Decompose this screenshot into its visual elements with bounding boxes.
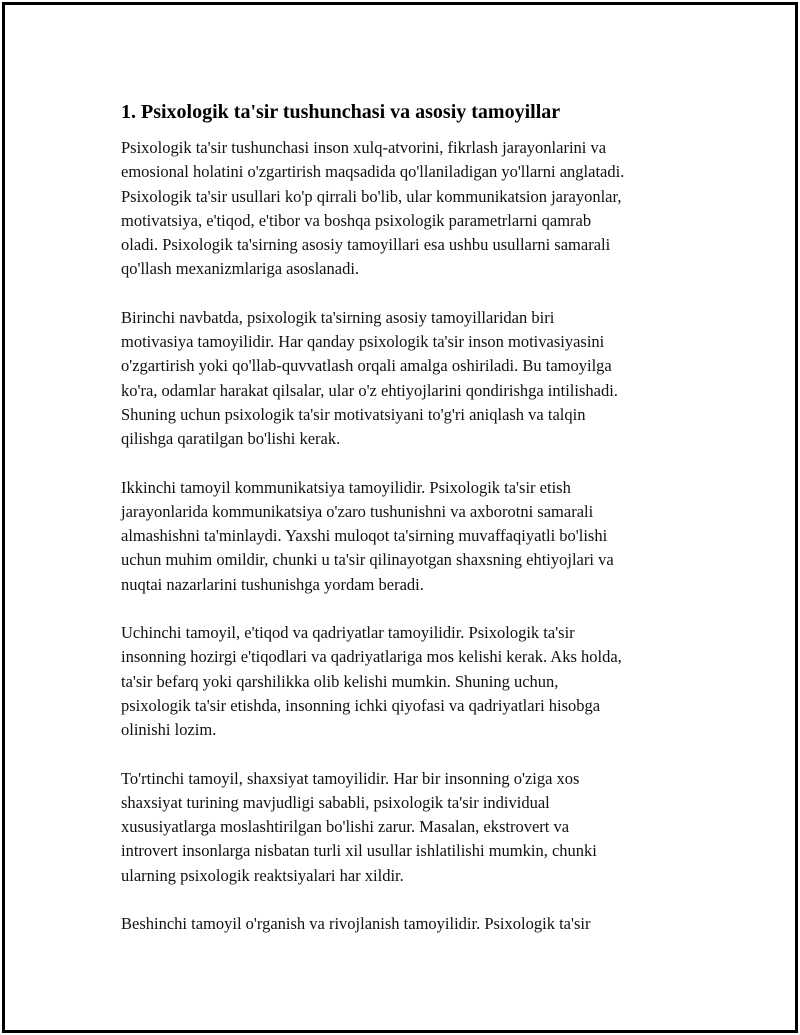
text-line: ko'ra, odamlar harakat qilsalar, ular o'z ehtiyojlarini qondirishga intilishadi. — [121, 380, 618, 400]
text-line: shaxsiyat turining mavjudligi sababli, psixologik ta'sir individual — [121, 792, 550, 812]
page-frame — [2, 2, 798, 1033]
text-line: Birinchi navbatda, psixologik ta'sirning asosiy tamoyillaridan biri — [121, 307, 555, 327]
text-line: nuqtai nazarlarini tushunishga yordam beradi. — [121, 574, 424, 594]
text-line: psixologik ta'sir etishda, insonning ichki qiyofasi va qadriyatlari hisobga — [121, 695, 601, 715]
text-line: Psixologik ta'sir usullari ko'p qirrali bo'lib, ular kommunikatsion jarayonlar, — [121, 186, 622, 206]
text-line: jarayonlarida kommunikatsiya o'zaro tushunishni va axborotni samarali — [121, 501, 594, 521]
paragraph-5 — [121, 767, 691, 888]
text-line: Ikkinchi tamoyil kommunikatsiya tamoyilidir. Psixologik ta'sir etish — [121, 477, 571, 497]
text-line: emosional holatini o'zgartirish maqsadida qo'llaniladigan yo'llarni anglatadi. — [121, 162, 625, 182]
text-line: qilishga qaratilgan bo'lishi kerak. — [121, 429, 341, 449]
text-line: o'zgartirish yoki qo'llab-quvvatlash orqali amalga oshiriladi. Bu tamoyilga — [121, 356, 612, 376]
text-line: Shuning uchun psixologik ta'sir motivatsiyani to'g'ri aniqlash va talqin — [121, 404, 586, 424]
paragraph-6 — [121, 912, 691, 936]
text-line: ularning psixologik reaktsiyalari har xildir. — [121, 865, 404, 885]
text-line: oladi. Psixologik ta'sirning asosiy tamoyillari esa ushbu usullarni samarali — [121, 235, 611, 255]
text-line: introvert insonlarga nisbatan turli xil usullar ishlatilishi mumkin, chunki — [121, 841, 597, 861]
paragraph-1 — [121, 136, 691, 282]
text-line: Psixologik ta'sir tushunchasi inson xulq-atvorini, fikrlash jarayonlarini va — [121, 138, 607, 157]
text-line: olinishi lozim. — [121, 720, 217, 740]
paragraph-3 — [121, 476, 691, 597]
paragraph-2 — [121, 306, 691, 452]
text-line: insonning hozirgi e'tiqodlari va qadriyatlariga mos kelishi kerak. Aks holda, — [121, 647, 622, 667]
text-line: motivasiya tamoyilidir. Har qanday psixologik ta'sir inson motivasiyasini — [121, 332, 605, 352]
paragraph-4 — [121, 621, 691, 742]
text-line: uchun muhim omildir, chunki u ta'sir qilinayotgan shaxsning ehtiyojlari va — [121, 550, 614, 570]
text-line: almashishni ta'minlaydi. Yaxshi muloqot ta'sirning muvaffaqiyatli bo'lishi — [121, 526, 608, 546]
text-line: Uchinchi tamoyil, e'tiqod va qadriyatlar tamoyilidir. Psixologik ta'sir — [121, 623, 575, 643]
text-line: Beshinchi tamoyil o'rganish va rivojlanish tamoyilidir. Psixologik ta'sir — [121, 914, 591, 934]
text-line: motivatsiya, e'tiqod, e'tibor va boshqa psixologik parametrlarni qamrab — [121, 210, 592, 230]
section-heading: 1. Psixologik ta'sir tushunchasi va asosiy tamoyillar — [121, 101, 561, 123]
document-body — [121, 100, 691, 960]
text-line: ta'sir befarq yoki qarshilikka olib kelishi mumkin. Shuning uchun, — [121, 671, 559, 691]
text-line: qo'llash mexanizmlariga asoslanadi. — [121, 259, 360, 279]
text-line: To'rtinchi tamoyil, shaxsiyat tamoyilidir. Har bir insonning o'ziga xos — [121, 768, 580, 788]
text-line: xususiyatlarga moslashtirilgan bo'lishi zarur. Masalan, ekstrovert va — [121, 817, 570, 837]
